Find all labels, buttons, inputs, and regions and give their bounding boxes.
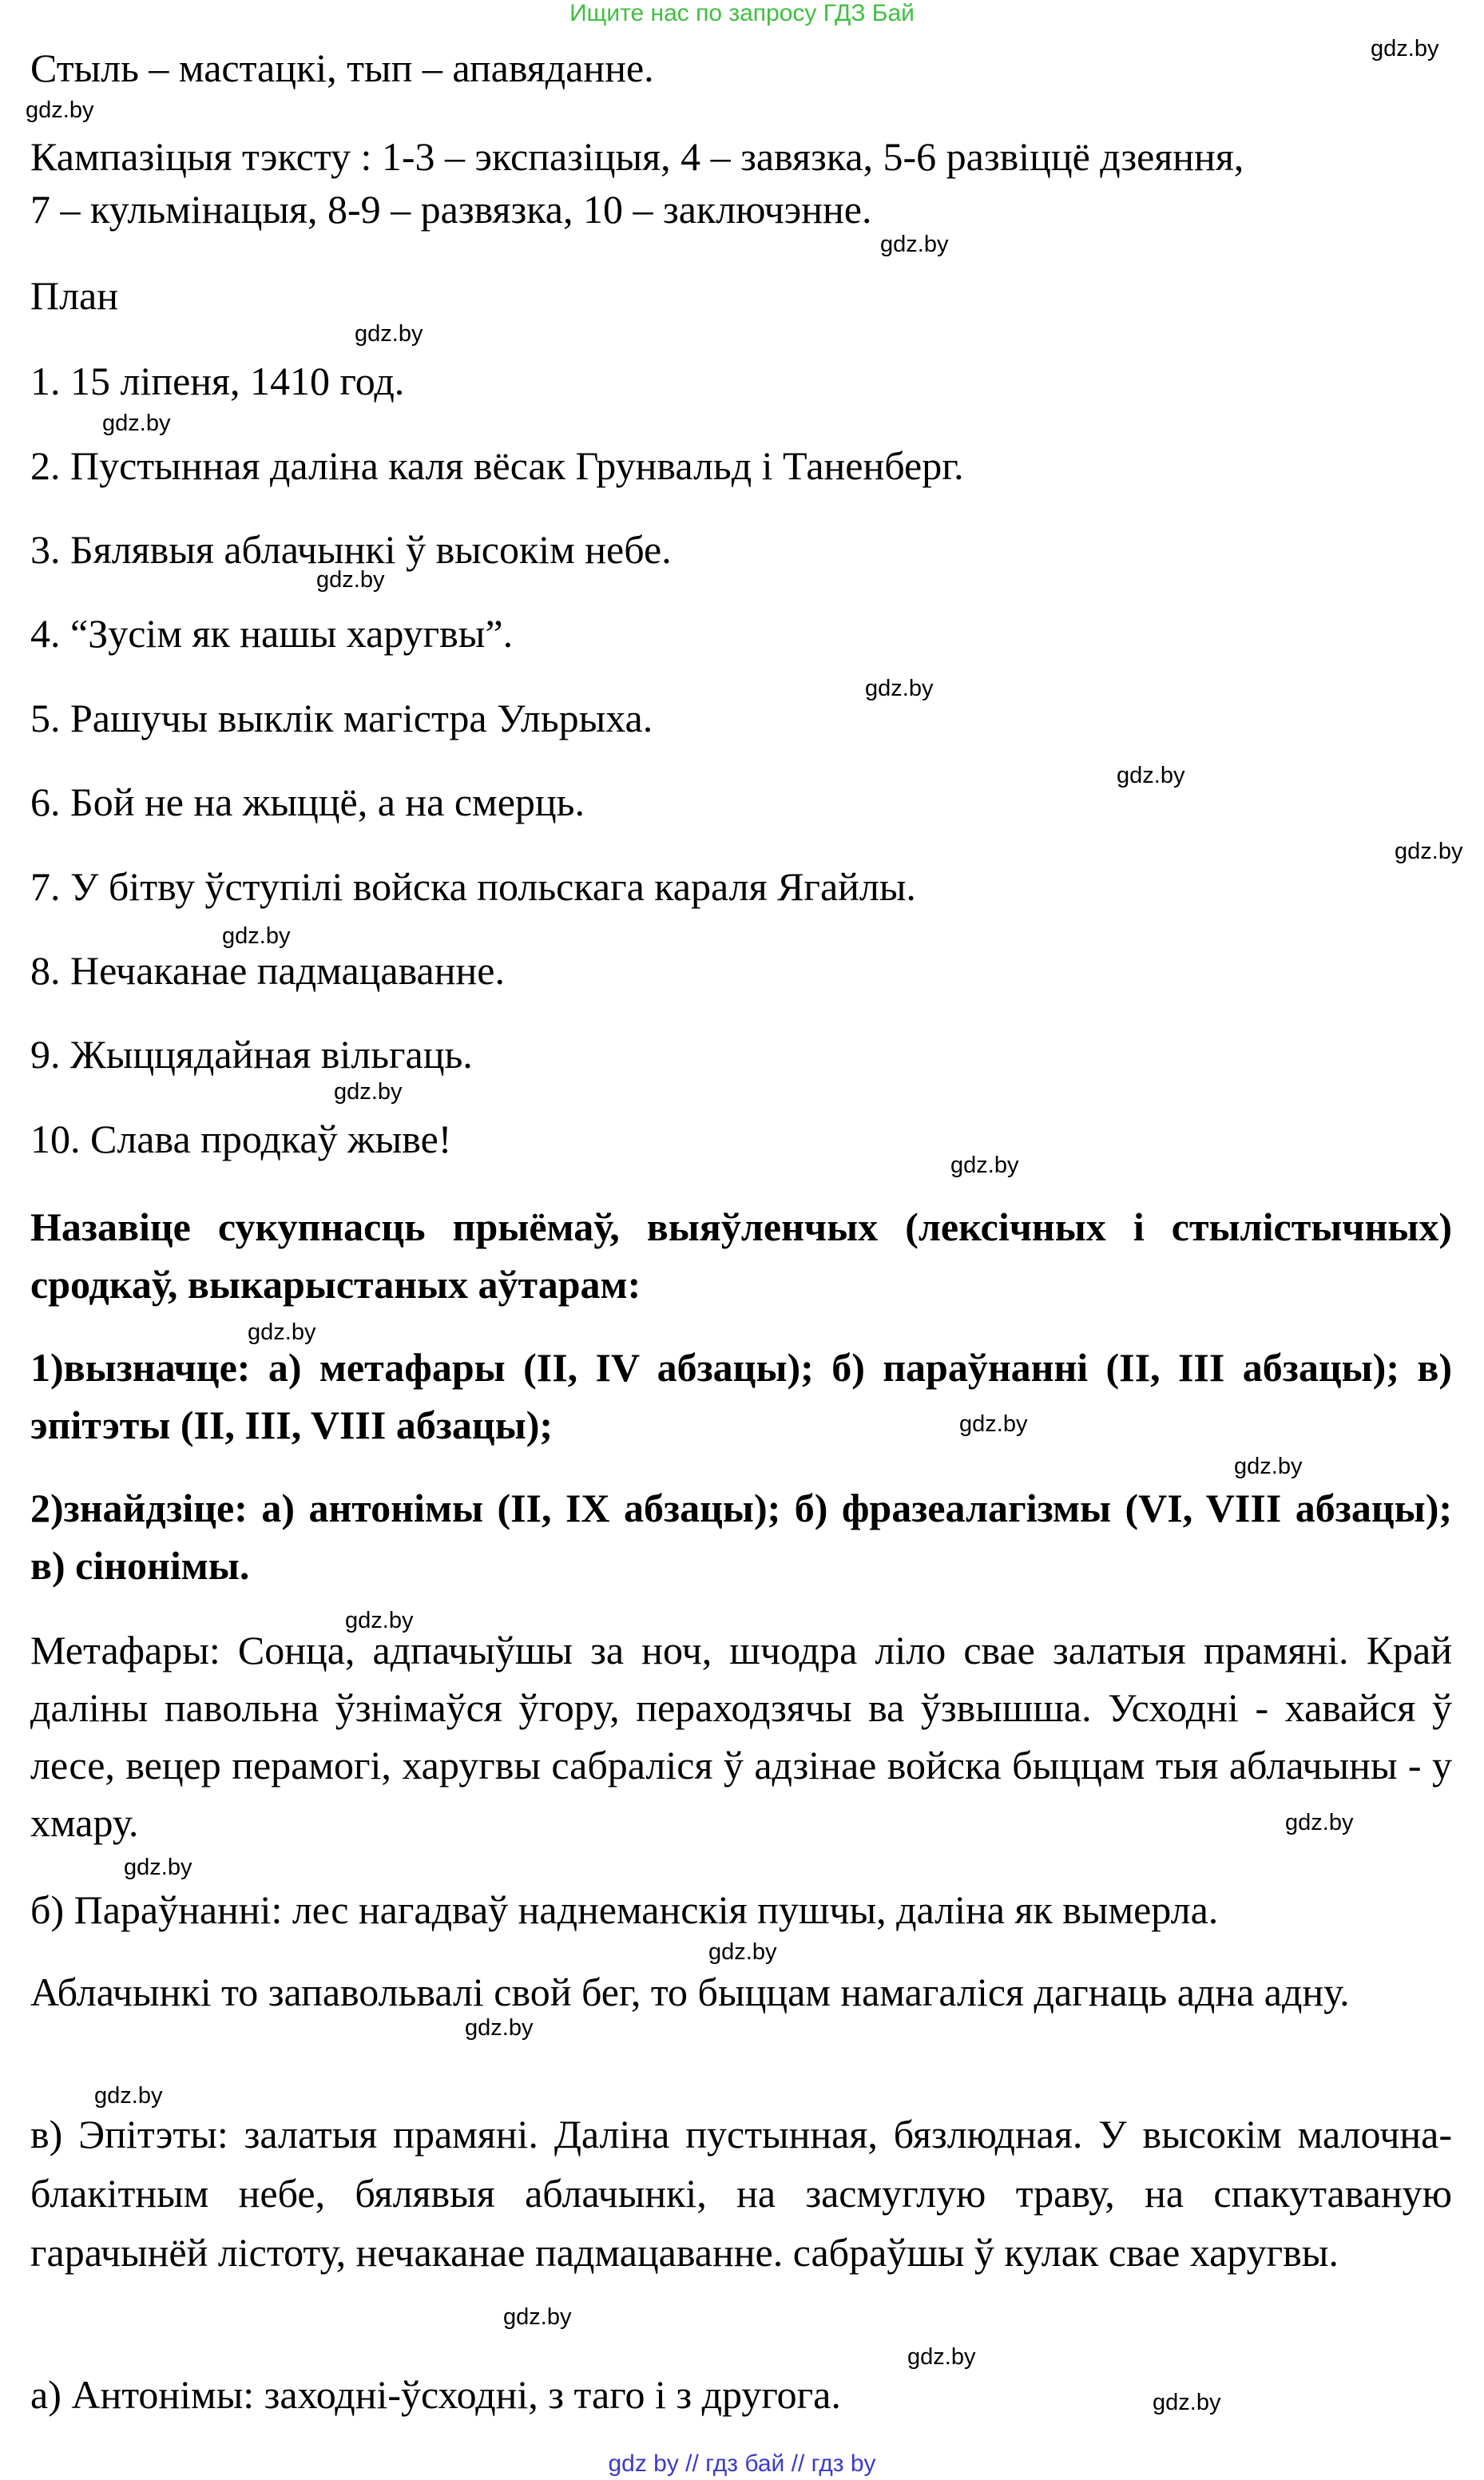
top-banner: Ищите нас по запросу ГДЗ Бай	[569, 0, 915, 26]
watermark: gdz.by	[1234, 1454, 1303, 1479]
plan-item: 1. 15 ліпеня, 1410 год.	[30, 359, 405, 403]
watermark: gdz.by	[503, 2304, 572, 2330]
answer-antonyms: а) Антонімы: заходні-ўсходні, з таго і з другога.	[30, 2372, 841, 2417]
watermark: gdz.by	[345, 1608, 414, 1633]
watermark: gdz.by	[950, 1153, 1019, 1178]
watermark: gdz.by	[316, 567, 385, 593]
task-part-2: 2)знайдзіце: а) антонімы (II, IX абзацы); б) фразеалагізмы (VI, VIII абзацы); в) сінонімы.	[30, 1486, 1452, 1588]
plan-item: 5. Рашучы выклік магістра Ульрыха.	[30, 696, 653, 740]
answer-comparisons: б) Параўнанні: лес нагадваў наднеманскія пушчы, даліна як вымерла.	[30, 1887, 1219, 1932]
watermark: gdz.by	[1371, 36, 1439, 62]
answer-epithets: в) Эпітэты: залатыя прамяні. Даліна пустынная, бязлюдная. У высокім малочна-блакітным небе, бялявыя аблачынкі, на засмуглую траву, на спакутаваную гарачынёй лістоту, нечаканае падмацаванне. сабраўшы ў кулак свае харугвы.	[30, 2112, 1452, 2275]
plan-item: 4. “Зусім як нашы харугвы”.	[30, 611, 514, 656]
watermark: gdz.by	[1153, 2390, 1221, 2415]
answer-comparisons-cont: Аблачынкі то запавольвалі свой бег, то быццам намагаліся дагнаць адна адну.	[30, 1970, 1350, 2014]
plan-item: 3. Бялявыя аблачынкі ў высокім небе.	[30, 527, 672, 572]
footer-links: gdz by // гдз бай // гдз by	[608, 2450, 876, 2477]
task-part-1: 1)вызначце: а) метафары (II, IV абзацы); б) параўнанні (II, III абзацы); в) эпітэты (II, III, VIII абзацы);	[30, 1345, 1452, 1447]
watermark: gdz.by	[102, 411, 171, 436]
task-heading: Назавіце сукупнасць прыёмаў, выяўленчых (лексічных і стылістычных) сродкаў, выкарыстаных аўтарам:	[30, 1204, 1452, 1307]
style-line: Стыль – мастацкі, тып – апавяданне.	[30, 46, 654, 90]
plan-item: 8. Нечаканае падмацаванне.	[30, 948, 505, 993]
plan-item: 10. Слава продкаў жыве!	[30, 1117, 452, 1161]
watermark: gdz.by	[865, 676, 934, 701]
watermark: gdz.by	[880, 232, 949, 257]
plan-title: План	[30, 273, 119, 318]
watermark: gdz.by	[26, 97, 94, 123]
watermark: gdz.by	[334, 1079, 403, 1105]
watermark: gdz.by	[1395, 839, 1463, 864]
watermark: gdz.by	[355, 321, 423, 347]
watermark: gdz.by	[907, 2344, 976, 2370]
answer-metaphors: Метафары: Сонца, адпачыўшы за ноч, шчодра ліло свае залатыя прамяні. Край даліны павольна ўзнімаўся ўгору, пераходзячы ва ўзвышша. Усходні - хавайся ў лесе, вецер перамогі, харугвы сабраліся ў адзінае войска быццам тыя аблачыны - у хмару.	[30, 1628, 1452, 1845]
watermark: gdz.by	[94, 2083, 163, 2109]
plan-item: 7. У бітву ўступілі войска польскага караля Ягайлы.	[30, 864, 916, 909]
watermark: gdz.by	[124, 1855, 192, 1880]
watermark: gdz.by	[222, 923, 291, 949]
plan-item: 6. Бой не на жыццё, а на смерць.	[30, 780, 585, 824]
composition-line-1: Кампазіцыя тэксту : 1-3 – экспазіцыя, 4 – завязка, 5-6 развіццё дзеяння,	[30, 134, 1244, 179]
watermark: gdz.by	[1285, 1810, 1354, 1835]
plan-item: 9. Жыццядайная вільгаць.	[30, 1032, 473, 1077]
watermark: gdz.by	[1117, 763, 1185, 788]
plan-item: 2. Пустынная даліна каля вёсак Грунвальд і Таненберг.	[30, 443, 964, 488]
watermark: gdz.by	[248, 1319, 316, 1345]
composition-line-2: 7 – кульмінацыя, 8-9 – развязка, 10 – заключэнне.	[30, 187, 872, 232]
watermark: gdz.by	[959, 1411, 1028, 1437]
watermark: gdz.by	[465, 2015, 534, 2041]
watermark: gdz.by	[708, 1939, 777, 1965]
